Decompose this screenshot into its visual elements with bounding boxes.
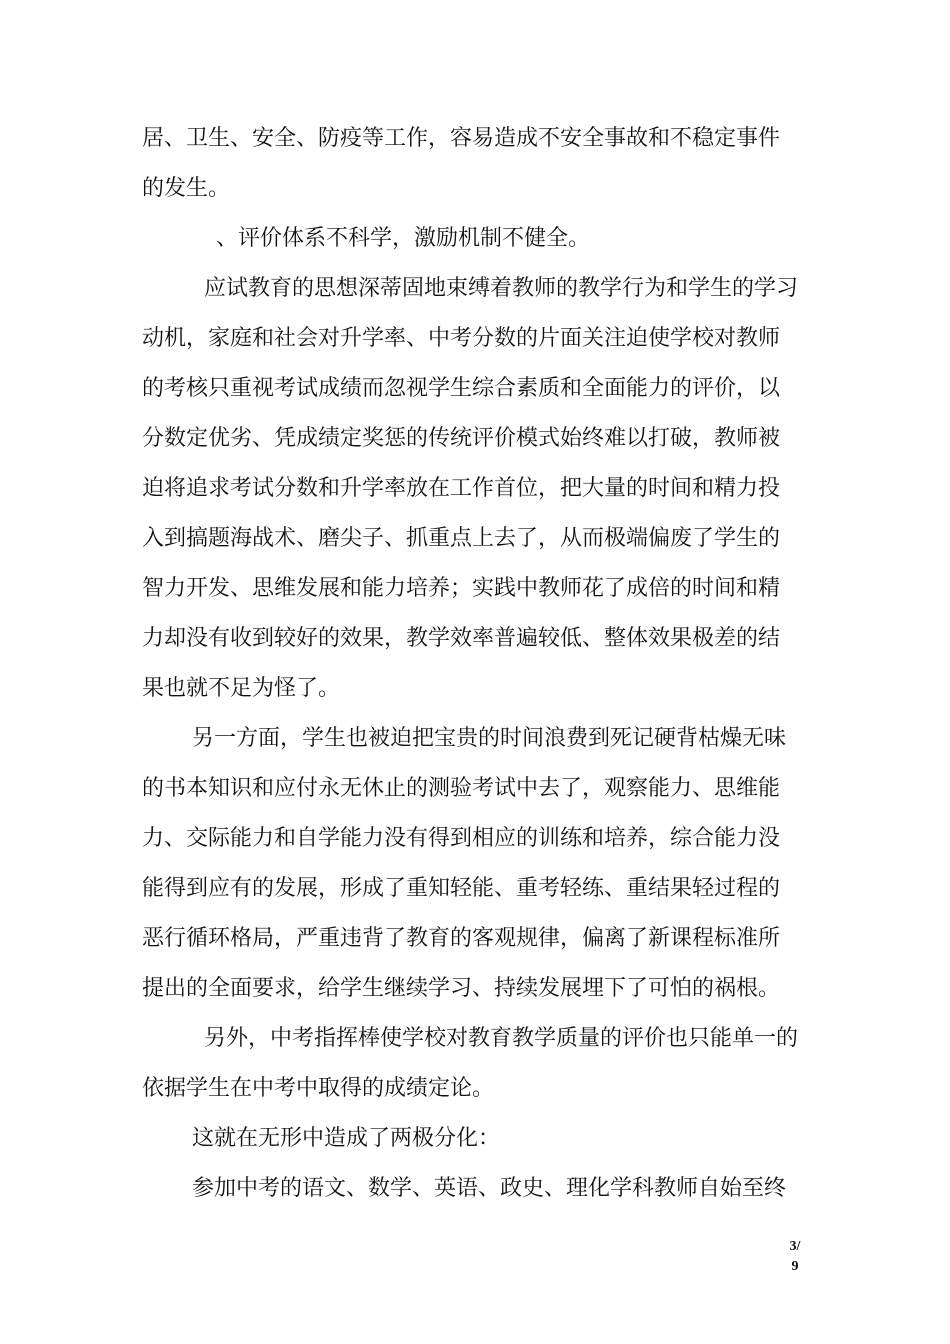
text-line: 动机，家庭和社会对升学率、中考分数的片面关注迫使学校对教师 bbox=[142, 326, 781, 351]
paragraph-first-line: 另一方面，学生也被迫把宝贵的时间浪费到死记硬背枯燥无味 bbox=[192, 726, 787, 751]
paragraph-first-line: 这就在无形中造成了两极分化： bbox=[192, 1126, 501, 1151]
text-line: 迫将追求考试分数和升学率放在工作首位，把大量的时间和精力投 bbox=[142, 476, 781, 501]
text-line: 力却没有收到较好的效果，教学效率普遍较低、整体效果极差的结 bbox=[142, 626, 781, 651]
text-line: 依据学生在中考中取得的成绩定论。 bbox=[142, 1076, 495, 1101]
text-line: 能得到应有的发展，形成了重知轻能、重考轻练、重结果轻过程的 bbox=[142, 876, 781, 901]
text-line: 力、交际能力和自学能力没有得到相应的训练和培养，综合能力没 bbox=[142, 826, 781, 851]
text-line: 提出的全面要求，给学生继续学习、持续发展埋下了可怕的祸根。 bbox=[142, 976, 781, 1001]
paragraph-first-line: 另外，中考指挥棒使学校对教育教学质量的评价也只能单一的 bbox=[204, 1026, 799, 1051]
text-line: 的考核只重视考试成绩而忽视学生综合素质和全面能力的评价，以 bbox=[142, 376, 781, 401]
text-line: 智力开发、思维发展和能力培养；实践中教师花了成倍的时间和精 bbox=[142, 576, 781, 601]
text-line: 分数定优劣、凭成绩定奖惩的传统评价模式始终难以打破，教师被 bbox=[142, 426, 781, 451]
text-line: 入到搞题海战术、磨尖子、抓重点上去了，从而极端偏废了学生的 bbox=[142, 526, 781, 551]
text-line: 的书本知识和应付永无休止的测验考试中去了，观察能力、思维能 bbox=[142, 776, 781, 801]
page-number-total: 9 bbox=[791, 1259, 799, 1274]
text-line: 居、卫生、安全、防疫等工作，容易造成不安全事故和不稳定事件 bbox=[142, 126, 781, 151]
text-line: 恶行循环格局，严重违背了教育的客观规律，偏离了新课程标准所 bbox=[142, 926, 781, 951]
text-line: 果也就不足为怪了。 bbox=[142, 676, 341, 701]
text-line: 的发生。 bbox=[142, 176, 231, 201]
section-heading: 、评价体系不科学，激励机制不健全。 bbox=[216, 226, 591, 251]
paragraph-first-line: 应试教育的思想深蒂固地束缚着教师的教学行为和学生的学习 bbox=[204, 276, 799, 301]
paragraph-first-line: 参加中考的语文、数学、英语、政史、理化学科教师自始至终 bbox=[192, 1176, 787, 1201]
page-number-current: 3/ bbox=[789, 1239, 801, 1254]
